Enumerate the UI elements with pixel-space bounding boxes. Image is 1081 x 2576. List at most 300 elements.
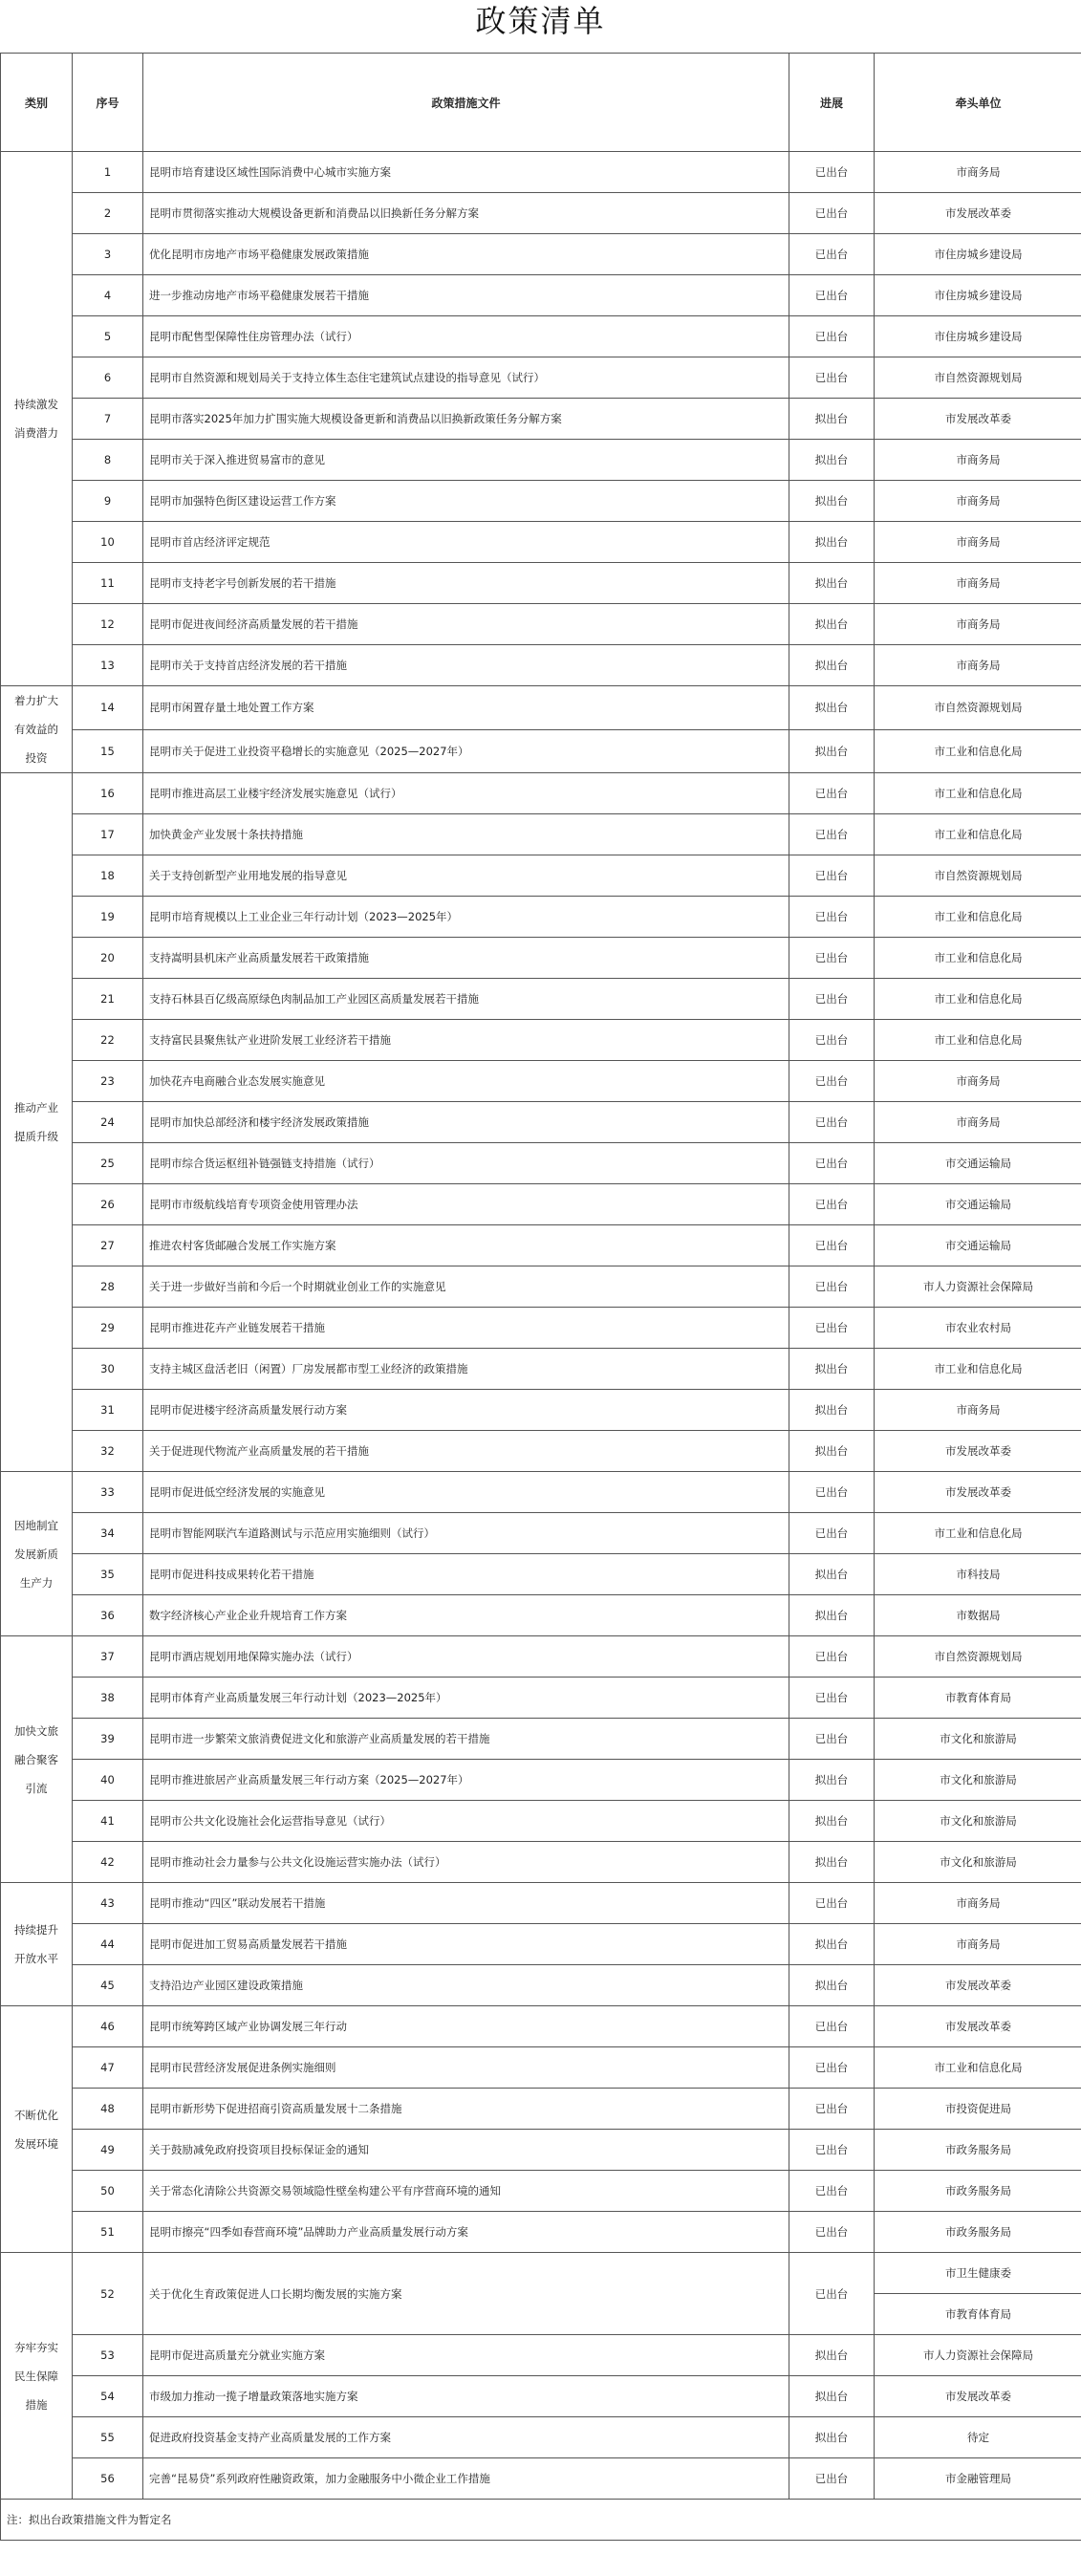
table-row <box>1 2335 1081 2376</box>
lead-unit: 市卫生健康委 <box>875 2253 1081 2294</box>
policy-name: 昆明市培育建设区域性国际消费中心城市实施方案 <box>143 152 789 193</box>
policy-name: 昆明市智能网联汽车道路测试与示范应用实施细则（试行） <box>143 1513 789 1554</box>
lead-unit: 市商务局 <box>875 522 1081 563</box>
progress-status: 已出台 <box>789 1061 875 1102</box>
category-cell: 持续激发 消费潜力 <box>1 152 73 686</box>
row-number: 11 <box>73 563 143 604</box>
policy-name: 昆明市推进花卉产业链发展若干措施 <box>143 1308 789 1349</box>
row-number: 35 <box>73 1554 143 1595</box>
progress-status: 拟出台 <box>789 1349 875 1390</box>
lead-unit: 市住房城乡建设局 <box>875 275 1081 316</box>
policy-name: 昆明市加强特色街区建设运营工作方案 <box>143 481 789 522</box>
progress-status: 已出台 <box>789 1184 875 1225</box>
table-row <box>1 938 1081 979</box>
row-number: 23 <box>73 1061 143 1102</box>
lead-unit: 市商务局 <box>875 1061 1081 1102</box>
row-number: 7 <box>73 399 143 440</box>
row-number: 6 <box>73 357 143 399</box>
progress-status: 已出台 <box>789 2458 875 2500</box>
policy-name: 昆明市首店经济评定规范 <box>143 522 789 563</box>
lead-unit: 市商务局 <box>875 152 1081 193</box>
policy-name: 昆明市培育规模以上工业企业三年行动计划（2023—2025年） <box>143 897 789 938</box>
progress-status: 已出台 <box>789 2171 875 2212</box>
table-row <box>1 1349 1081 1390</box>
policy-name: 支持富民县聚焦钛产业进阶发展工业经济若干措施 <box>143 1020 789 1061</box>
table-row <box>1 855 1081 897</box>
table-row <box>1 2212 1081 2253</box>
row-number: 51 <box>73 2212 143 2253</box>
policy-name: 昆明市统筹跨区域产业协调发展三年行动 <box>143 2006 789 2047</box>
lead-unit: 市商务局 <box>875 481 1081 522</box>
progress-status: 已出台 <box>789 897 875 938</box>
lead-unit: 市商务局 <box>875 645 1081 686</box>
lead-unit: 市发展改革委 <box>875 1431 1081 1472</box>
lead-unit: 市人力资源社会保障局 <box>875 2335 1081 2376</box>
lead-unit: 市自然资源规划局 <box>875 686 1081 730</box>
table-row <box>1 814 1081 855</box>
progress-status: 已出台 <box>789 193 875 234</box>
lead-unit: 市投资促进局 <box>875 2089 1081 2130</box>
progress-status: 拟出台 <box>789 1924 875 1965</box>
progress-status: 拟出台 <box>789 1595 875 1636</box>
policy-name: 昆明市促进加工贸易高质量发展若干措施 <box>143 1924 789 1965</box>
row-number: 43 <box>73 1883 143 1924</box>
progress-status: 已出台 <box>789 2089 875 2130</box>
lead-unit: 市人力资源社会保障局 <box>875 1266 1081 1308</box>
progress-status: 已出台 <box>789 1020 875 1061</box>
table-row <box>1 1431 1081 1472</box>
row-number: 50 <box>73 2171 143 2212</box>
row-number: 26 <box>73 1184 143 1225</box>
lead-unit: 市数据局 <box>875 1595 1081 1636</box>
category-cell: 推动产业 提质升级 <box>1 773 73 1472</box>
row-number: 1 <box>73 152 143 193</box>
policy-name: 昆明市关于促进工业投资平稳增长的实施意见（2025—2027年） <box>143 729 789 773</box>
header-number: 序号 <box>73 54 143 152</box>
progress-status: 已出台 <box>789 2047 875 2089</box>
row-number: 33 <box>73 1472 143 1513</box>
row-number: 55 <box>73 2417 143 2458</box>
policy-name: 昆明市关于支持首店经济发展的若干措施 <box>143 645 789 686</box>
progress-status: 拟出台 <box>789 522 875 563</box>
table-row <box>1 1266 1081 1308</box>
progress-status: 拟出台 <box>789 481 875 522</box>
progress-status: 已出台 <box>789 1636 875 1678</box>
row-number: 38 <box>73 1678 143 1719</box>
progress-status: 拟出台 <box>789 686 875 730</box>
policy-name: 昆明市促进高质量充分就业实施方案 <box>143 2335 789 2376</box>
progress-status: 已出台 <box>789 855 875 897</box>
table-row <box>1 2130 1081 2171</box>
policy-name: 昆明市自然资源和规划局关于支持立体生态住宅建筑试点建设的指导意见（试行） <box>143 357 789 399</box>
header-policy-file: 政策措施文件 <box>143 54 789 152</box>
row-number: 46 <box>73 2006 143 2047</box>
policy-name: 昆明市促进楼宇经济高质量发展行动方案 <box>143 1390 789 1431</box>
lead-unit: 市文化和旅游局 <box>875 1801 1081 1842</box>
table-row <box>1 773 1081 814</box>
progress-status: 拟出台 <box>789 1965 875 2006</box>
row-number: 40 <box>73 1760 143 1801</box>
policy-name: 昆明市擦亮“四季如春营商环境”品牌助力产业高质量发展行动方案 <box>143 2212 789 2253</box>
progress-status: 拟出台 <box>789 1390 875 1431</box>
policy-name: 昆明市推动社会力量参与公共文化设施运营实施办法（试行） <box>143 1842 789 1883</box>
table-row <box>1 1102 1081 1143</box>
category-cell: 加快文旅 融合聚客 引流 <box>1 1636 73 1883</box>
category-cell: 持续提升 开放水平 <box>1 1883 73 2006</box>
category-cell: 不断优化 发展环境 <box>1 2006 73 2253</box>
lead-unit: 市住房城乡建设局 <box>875 316 1081 357</box>
header-progress: 进展 <box>789 54 875 152</box>
row-number: 12 <box>73 604 143 645</box>
policy-name: 进一步推动房地产市场平稳健康发展若干措施 <box>143 275 789 316</box>
policy-name: 关于进一步做好当前和今后一个时期就业创业工作的实施意见 <box>143 1266 789 1308</box>
row-number: 45 <box>73 1965 143 2006</box>
progress-status: 拟出台 <box>789 440 875 481</box>
category-cell: 着力扩大 有效益的 投资 <box>1 686 73 773</box>
policy-name: 昆明市进一步繁荣文旅消费促进文化和旅游产业高质量发展的若干措施 <box>143 1719 789 1760</box>
progress-status: 拟出台 <box>789 399 875 440</box>
table-row <box>1 2089 1081 2130</box>
progress-status: 拟出台 <box>789 645 875 686</box>
progress-status: 已出台 <box>789 1678 875 1719</box>
category-cell: 因地制宜 发展新质 生产力 <box>1 1472 73 1636</box>
row-number: 5 <box>73 316 143 357</box>
header-lead-unit: 牵头单位 <box>875 54 1081 152</box>
header-category: 类别 <box>1 54 73 152</box>
policy-name: 昆明市关于深入推进贸易富市的意见 <box>143 440 789 481</box>
row-number: 15 <box>73 729 143 773</box>
progress-status: 已出台 <box>789 773 875 814</box>
table-row <box>1 1636 1081 1678</box>
lead-unit: 市发展改革委 <box>875 399 1081 440</box>
progress-status: 拟出台 <box>789 563 875 604</box>
progress-status: 已出台 <box>789 979 875 1020</box>
policy-name: 关于常态化清除公共资源交易领域隐性壁垒构建公平有序营商环境的通知 <box>143 2171 789 2212</box>
lead-unit: 市商务局 <box>875 1390 1081 1431</box>
table-row <box>1 2458 1081 2500</box>
row-number: 14 <box>73 686 143 730</box>
progress-status: 已出台 <box>789 2253 875 2335</box>
table-row <box>1 275 1081 316</box>
lead-unit: 市商务局 <box>875 1924 1081 1965</box>
row-number: 36 <box>73 1595 143 1636</box>
policy-name: 支持嵩明县机床产业高质量发展若干政策措施 <box>143 938 789 979</box>
table-row <box>1 686 1081 730</box>
progress-status: 拟出台 <box>789 2376 875 2417</box>
progress-status: 已出台 <box>789 275 875 316</box>
policy-table <box>0 53 1081 2541</box>
row-number: 44 <box>73 1924 143 1965</box>
table-row <box>1 1308 1081 1349</box>
progress-status: 已出台 <box>789 2212 875 2253</box>
row-number: 41 <box>73 1801 143 1842</box>
table-row <box>1 604 1081 645</box>
lead-unit: 市工业和信息化局 <box>875 773 1081 814</box>
row-number: 20 <box>73 938 143 979</box>
lead-unit: 市工业和信息化局 <box>875 814 1081 855</box>
row-number: 48 <box>73 2089 143 2130</box>
lead-unit: 市政务服务局 <box>875 2171 1081 2212</box>
row-number: 30 <box>73 1349 143 1390</box>
policy-name: 促进政府投资基金支持产业高质量发展的工作方案 <box>143 2417 789 2458</box>
table-row <box>1 1760 1081 1801</box>
row-number: 56 <box>73 2458 143 2500</box>
row-number: 13 <box>73 645 143 686</box>
lead-unit: 市商务局 <box>875 563 1081 604</box>
lead-unit: 市文化和旅游局 <box>875 1842 1081 1883</box>
lead-unit: 市自然资源规划局 <box>875 357 1081 399</box>
progress-status: 已出台 <box>789 814 875 855</box>
row-number: 52 <box>73 2253 143 2335</box>
policy-name: 市级加力推动一揽子增量政策落地实施方案 <box>143 2376 789 2417</box>
policy-name: 昆明市推进旅居产业高质量发展三年行动方案（2025—2027年） <box>143 1760 789 1801</box>
table-row <box>1 1965 1081 2006</box>
lead-unit: 市发展改革委 <box>875 193 1081 234</box>
note-row <box>1 2500 1081 2541</box>
policy-name: 昆明市加快总部经济和楼宇经济发展政策措施 <box>143 1102 789 1143</box>
progress-status: 拟出台 <box>789 604 875 645</box>
policy-name: 昆明市落实2025年加力扩围实施大规模设备更新和消费品以旧换新政策任务分解方案 <box>143 399 789 440</box>
row-number: 17 <box>73 814 143 855</box>
row-number: 10 <box>73 522 143 563</box>
table-note: 注：拟出台政策措施文件为暂定名 <box>1 2500 1081 2541</box>
table-row <box>1 1678 1081 1719</box>
table-row <box>1 645 1081 686</box>
lead-unit: 市教育体育局 <box>875 2294 1081 2335</box>
lead-unit: 市工业和信息化局 <box>875 897 1081 938</box>
row-number: 25 <box>73 1143 143 1184</box>
table-row <box>1 1883 1081 1924</box>
row-number: 37 <box>73 1636 143 1678</box>
table-header-row <box>1 54 1081 152</box>
lead-unit: 市住房城乡建设局 <box>875 234 1081 275</box>
table-row <box>1 729 1081 773</box>
table-row <box>1 1020 1081 1061</box>
policy-name: 关于鼓励减免政府投资项目投标保证金的通知 <box>143 2130 789 2171</box>
policy-name: 关于支持创新型产业用地发展的指导意见 <box>143 855 789 897</box>
row-number: 42 <box>73 1842 143 1883</box>
progress-status: 已出台 <box>789 1102 875 1143</box>
row-number: 21 <box>73 979 143 1020</box>
policy-name: 昆明市酒店规划用地保障实施办法（试行） <box>143 1636 789 1678</box>
progress-status: 已出台 <box>789 938 875 979</box>
row-number: 19 <box>73 897 143 938</box>
row-number: 16 <box>73 773 143 814</box>
policy-name: 昆明市促进夜间经济高质量发展的若干措施 <box>143 604 789 645</box>
policy-name: 昆明市民营经济发展促进条例实施细则 <box>143 2047 789 2089</box>
policy-name: 昆明市体育产业高质量发展三年行动计划（2023—2025年） <box>143 1678 789 1719</box>
table-row <box>1 1842 1081 1883</box>
lead-unit: 市发展改革委 <box>875 1965 1081 2006</box>
policy-name: 昆明市配售型保障性住房管理办法（试行） <box>143 316 789 357</box>
lead-unit: 市教育体育局 <box>875 1678 1081 1719</box>
lead-unit: 市工业和信息化局 <box>875 979 1081 1020</box>
policy-name: 昆明市公共文化设施社会化运营指导意见（试行） <box>143 1801 789 1842</box>
row-number: 53 <box>73 2335 143 2376</box>
row-number: 34 <box>73 1513 143 1554</box>
table-row <box>1 2417 1081 2458</box>
policy-name: 加快花卉电商融合业态发展实施意见 <box>143 1061 789 1102</box>
progress-status: 拟出台 <box>789 2417 875 2458</box>
row-number: 8 <box>73 440 143 481</box>
lead-unit: 市交通运输局 <box>875 1143 1081 1184</box>
progress-status: 拟出台 <box>789 1431 875 1472</box>
progress-status: 已出台 <box>789 1266 875 1308</box>
table-row <box>1 1924 1081 1965</box>
row-number: 18 <box>73 855 143 897</box>
row-number: 39 <box>73 1719 143 1760</box>
row-number: 2 <box>73 193 143 234</box>
table-row <box>1 316 1081 357</box>
progress-status: 已出台 <box>789 1719 875 1760</box>
policy-name: 昆明市新形势下促进招商引资高质量发展十二条措施 <box>143 2089 789 2130</box>
table-row <box>1 1390 1081 1431</box>
row-number: 9 <box>73 481 143 522</box>
progress-status: 拟出台 <box>789 1760 875 1801</box>
lead-unit: 市工业和信息化局 <box>875 1513 1081 1554</box>
table-row <box>1 1801 1081 1842</box>
lead-unit: 待定 <box>875 2417 1081 2458</box>
progress-status: 拟出台 <box>789 2335 875 2376</box>
policy-name: 昆明市促进低空经济发展的实施意见 <box>143 1472 789 1513</box>
policy-name: 昆明市支持老字号创新发展的若干措施 <box>143 563 789 604</box>
table-row <box>1 1513 1081 1554</box>
lead-unit: 市商务局 <box>875 604 1081 645</box>
policy-name: 昆明市闲置存量土地处置工作方案 <box>143 686 789 730</box>
row-number: 3 <box>73 234 143 275</box>
progress-status: 已出台 <box>789 234 875 275</box>
lead-unit: 市商务局 <box>875 440 1081 481</box>
lead-unit: 市政务服务局 <box>875 2130 1081 2171</box>
policy-name: 昆明市综合货运枢纽补链强链支持措施（试行） <box>143 1143 789 1184</box>
lead-unit: 市自然资源规划局 <box>875 1636 1081 1678</box>
policy-name: 完善“昆易贷”系列政府性融资政策，加力金融服务中小微企业工作措施 <box>143 2458 789 2500</box>
row-number: 22 <box>73 1020 143 1061</box>
lead-unit: 市交通运输局 <box>875 1184 1081 1225</box>
progress-status: 拟出台 <box>789 1842 875 1883</box>
table-row <box>1 2047 1081 2089</box>
lead-unit: 市农业农村局 <box>875 1308 1081 1349</box>
progress-status: 已出台 <box>789 2130 875 2171</box>
progress-status: 已出台 <box>789 152 875 193</box>
policy-name: 关于促进现代物流产业高质量发展的若干措施 <box>143 1431 789 1472</box>
table-row <box>1 2171 1081 2212</box>
lead-unit: 市工业和信息化局 <box>875 1020 1081 1061</box>
category-cell: 夯牢夯实 民生保障 措施 <box>1 2253 73 2500</box>
lead-unit: 市文化和旅游局 <box>875 1760 1081 1801</box>
lead-unit: 市工业和信息化局 <box>875 729 1081 773</box>
progress-status: 已出台 <box>789 1143 875 1184</box>
policy-name: 优化昆明市房地产市场平稳健康发展政策措施 <box>143 234 789 275</box>
table-row <box>1 1595 1081 1636</box>
lead-unit: 市文化和旅游局 <box>875 1719 1081 1760</box>
lead-unit: 市自然资源规划局 <box>875 855 1081 897</box>
policy-name: 支持沿边产业园区建设政策措施 <box>143 1965 789 2006</box>
table-row <box>1 2006 1081 2047</box>
policy-name: 关于优化生育政策促进人口长期均衡发展的实施方案 <box>143 2253 789 2335</box>
table-row <box>1 979 1081 1020</box>
policy-name: 支持石林县百亿级高原绿色肉制品加工产业园区高质量发展若干措施 <box>143 979 789 1020</box>
lead-unit: 市商务局 <box>875 1883 1081 1924</box>
progress-status: 已出台 <box>789 1513 875 1554</box>
table-row <box>1 440 1081 481</box>
table-row <box>1 1061 1081 1102</box>
table-row <box>1 399 1081 440</box>
policy-name: 推进农村客货邮融合发展工作实施方案 <box>143 1225 789 1266</box>
progress-status: 已出台 <box>789 1472 875 1513</box>
table-row <box>1 1184 1081 1225</box>
table-body <box>1 152 1081 2541</box>
lead-unit: 市科技局 <box>875 1554 1081 1595</box>
progress-status: 拟出台 <box>789 729 875 773</box>
row-number: 27 <box>73 1225 143 1266</box>
table-row <box>1 357 1081 399</box>
progress-status: 拟出台 <box>789 1801 875 1842</box>
row-number: 49 <box>73 2130 143 2171</box>
lead-unit: 市发展改革委 <box>875 1472 1081 1513</box>
policy-name: 昆明市促进科技成果转化若干措施 <box>143 1554 789 1595</box>
page-title: 政策清单 <box>475 3 606 39</box>
table-row <box>1 897 1081 938</box>
lead-unit: 市发展改革委 <box>875 2006 1081 2047</box>
policy-name: 数字经济核心产业企业升规培育工作方案 <box>143 1595 789 1636</box>
progress-status: 已出台 <box>789 316 875 357</box>
progress-status: 已出台 <box>789 1225 875 1266</box>
lead-unit: 市交通运输局 <box>875 1225 1081 1266</box>
row-number: 47 <box>73 2047 143 2089</box>
table-row <box>1 563 1081 604</box>
lead-unit: 市金融管理局 <box>875 2458 1081 2500</box>
lead-unit: 市工业和信息化局 <box>875 938 1081 979</box>
table-row <box>1 2253 1081 2294</box>
table-row <box>1 2376 1081 2417</box>
row-number: 54 <box>73 2376 143 2417</box>
table-row <box>1 1225 1081 1266</box>
row-number: 31 <box>73 1390 143 1431</box>
policy-name: 支持主城区盘活老旧（闲置）厂房发展都市型工业经济的政策措施 <box>143 1349 789 1390</box>
policy-name: 昆明市推动“四区”联动发展若干措施 <box>143 1883 789 1924</box>
lead-unit: 市工业和信息化局 <box>875 2047 1081 2089</box>
row-number: 29 <box>73 1308 143 1349</box>
lead-unit: 市发展改革委 <box>875 2376 1081 2417</box>
policy-name: 昆明市推进高层工业楼宇经济发展实施意见（试行） <box>143 773 789 814</box>
progress-status: 拟出台 <box>789 1554 875 1595</box>
lead-unit: 市政务服务局 <box>875 2212 1081 2253</box>
table-row <box>1 234 1081 275</box>
table-row <box>1 193 1081 234</box>
row-number: 28 <box>73 1266 143 1308</box>
policy-name: 昆明市市级航线培育专项资金使用管理办法 <box>143 1184 789 1225</box>
lead-unit: 市工业和信息化局 <box>875 1349 1081 1390</box>
table-row <box>1 481 1081 522</box>
progress-status: 已出台 <box>789 1883 875 1924</box>
lead-unit: 市商务局 <box>875 1102 1081 1143</box>
table-row <box>1 1719 1081 1760</box>
progress-status: 已出台 <box>789 2006 875 2047</box>
progress-status: 已出台 <box>789 1308 875 1349</box>
row-number: 32 <box>73 1431 143 1472</box>
table-row <box>1 1472 1081 1513</box>
policy-name: 加快黄金产业发展十条扶持措施 <box>143 814 789 855</box>
table-row <box>1 1554 1081 1595</box>
table-row <box>1 152 1081 193</box>
row-number: 4 <box>73 275 143 316</box>
table-row <box>1 1143 1081 1184</box>
policy-name: 昆明市贯彻落实推动大规模设备更新和消费品以旧换新任务分解方案 <box>143 193 789 234</box>
progress-status: 已出台 <box>789 357 875 399</box>
row-number: 24 <box>73 1102 143 1143</box>
table-row <box>1 522 1081 563</box>
